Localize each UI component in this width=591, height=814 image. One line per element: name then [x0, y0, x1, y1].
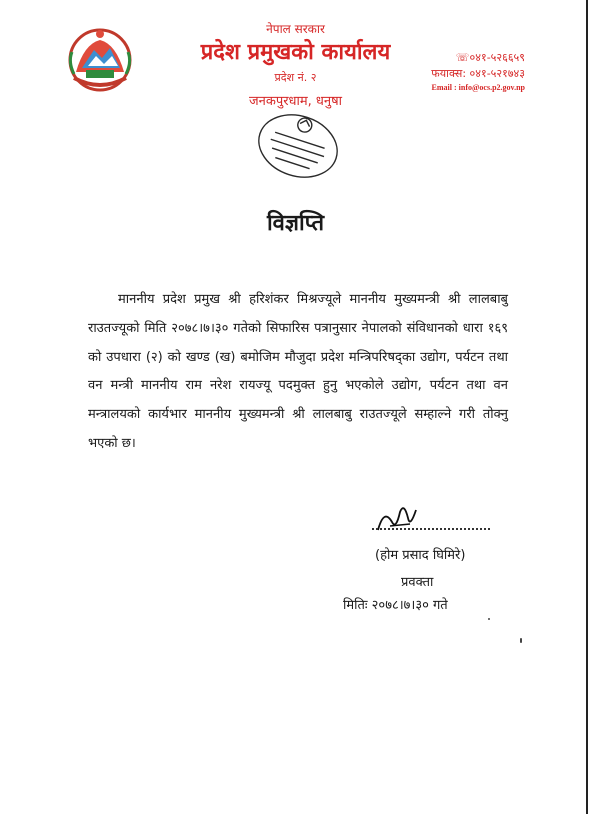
- notice-heading: विज्ञप्ति: [266, 211, 325, 236]
- office-address: जनकपुरधाम, धनुषा: [248, 94, 343, 109]
- notice-date: मितिः २०७८।७।३० गते: [343, 598, 448, 613]
- notice-body: माननीय प्रदेश प्रमुख श्री हरिशंकर मिश्रज्यूले माननीय मुख्यमन्त्री श्री लालबाबु राउतज्यूको मिति २०७८।७।३० गतेको सिफारिस पत्रानुसार नेपालको संविधानको धारा १६९ को उपधारा (२) को खण्ड (ख) बमोजिम मौजुदा प्रदेश मन्त्रिपरिषद्का उद्योग, पर्यटन तथा वन मन्त्री माननीय राम नरेश रायज्यू पदमुक्त हुनु भएकोले उद्योग, पर्यटन तथा वन मन्त्रालयको कार्यभार माननीय मुख्यमन्त्री श्री लालबाबु राउतज्यूले सम्हाल्ने गरी तोक्नु भएको छ।: [88, 292, 508, 451]
- signatory-title: प्रवक्ता: [401, 575, 434, 590]
- scan-edge: [586, 0, 588, 814]
- government-name: नेपाल सरकार: [266, 22, 325, 36]
- signature-line: [372, 528, 490, 530]
- fax-number: फयाक्स: ०४१-५२१७४३: [431, 67, 525, 80]
- email-address: Email : info@ocs.p2.gov.np: [431, 83, 525, 92]
- signatory-name: (होम प्रसाद घिमिरे): [375, 548, 466, 563]
- handwritten-signature-icon: [370, 500, 430, 540]
- office-name: प्रदेश प्रमुखको कार्यालय: [200, 40, 391, 65]
- office-seal-icon: [248, 106, 348, 186]
- scan-speck: [520, 638, 522, 643]
- province-name: प्रदेश नं. २: [274, 71, 317, 84]
- phone-number: ☏०४१-५२६६५९: [455, 51, 525, 64]
- scan-speck: [488, 618, 490, 620]
